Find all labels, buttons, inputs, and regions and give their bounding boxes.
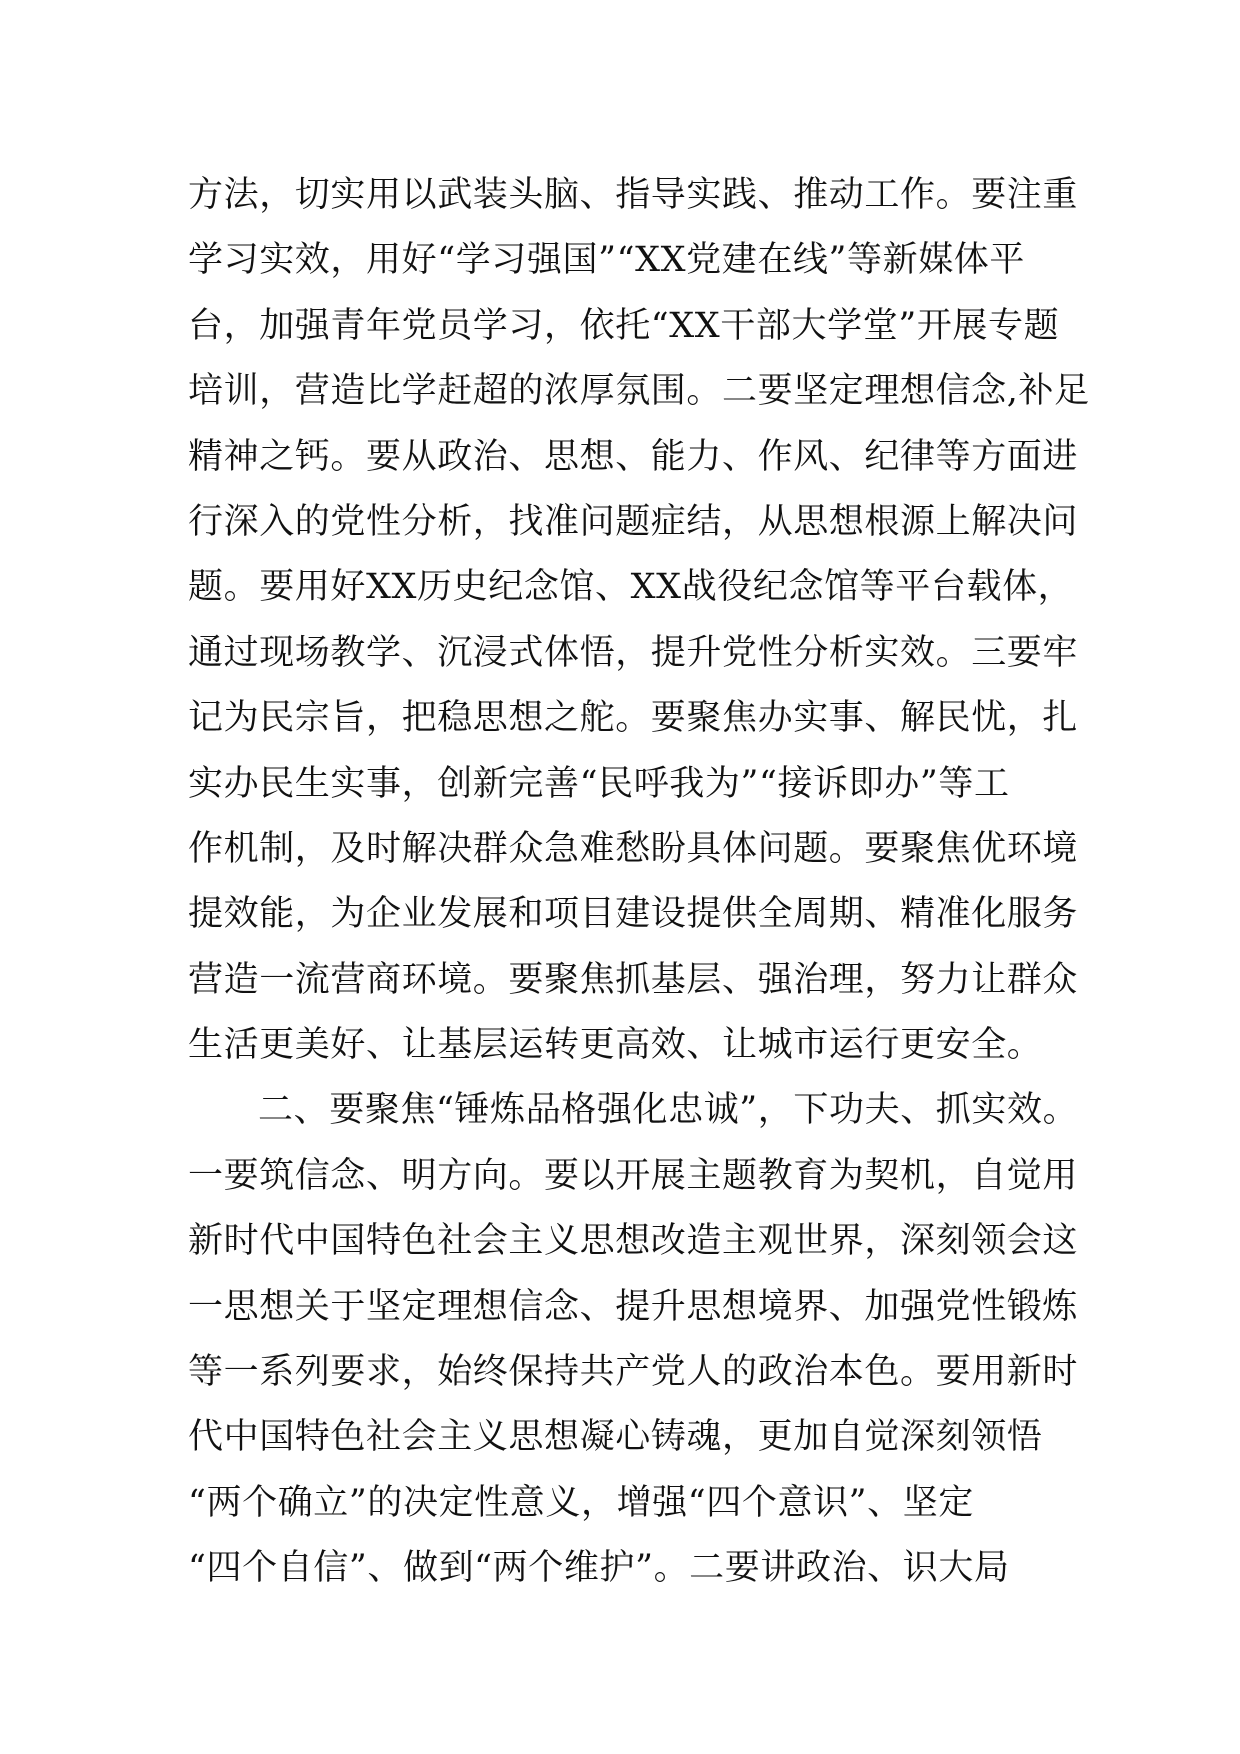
text-line: 提效能，为企业发展和项目建设提供全周期、精准化服务 [188,894,1079,935]
body-text [188,163,1090,1602]
text-line: 培训，营造比学赶超的浓厚氛围。二要坚定理想信念,补足 [188,371,1090,412]
text-line: “四个自信”、做到“两个维护”。二要讲政治、识大局 [188,1548,1010,1589]
text-line: 行深入的党性分析，找准问题症结，从思想根源上解决问 [188,501,1079,542]
text-line: 精神之钙。要从政治、思想、能力、作风、纪律等方面进 [188,436,1079,477]
text-line: “两个确立”的决定性意义，增强“四个意识”、坚定 [188,1482,974,1523]
text-line: 新时代中国特色社会主义思想改造主观世界，深刻领会这 [188,1221,1079,1262]
text-line: 生活更美好、让基层运转更高效、让城市运行更安全。 [188,1025,1043,1066]
text-line: 题。要用好XX历史纪念馆、XX战役纪念馆等平台载体， [188,567,1074,608]
text-line: 等一系列要求，始终保持共产党人的政治本色。要用新时 [188,1352,1079,1393]
text-line: 一思想关于坚定理想信念、提升思想境界、加强党性锻炼 [188,1286,1079,1327]
text-line: 记为民宗旨，把稳思想之舵。要聚焦办实事、解民忧，扎 [188,698,1079,739]
section-heading-line: 二、要聚焦“锤炼品格强化忠诚”，下功夫、抓实效。 [258,1090,1079,1131]
text-line: 通过现场教学、沉浸式体悟，提升党性分析实效。三要牢 [188,632,1079,673]
text-line: 方法，切实用以武装头脑、指导实践、推动工作。要注重 [188,175,1079,215]
text-line: 营造一流营商环境。要聚焦抓基层、强治理，努力让群众 [188,959,1079,1000]
text-line: 作机制，及时解决群众急难愁盼具体问题。要聚焦优环境 [188,828,1079,869]
text-line: 学习实效，用好“学习强国”“XX党建在线”等新媒体平 [188,240,1026,281]
text-line: 台，加强青年党员学习，依托“XX干部大学堂”开展专题 [188,305,1060,346]
text-line: 代中国特色社会主义思想凝心铸魂，更加自觉深刻领悟 [188,1417,1043,1458]
text-line: 一要筑信念、明方向。要以开展主题教育为契机，自觉用 [188,1155,1079,1196]
text-line: 实办民生实事，创新完善“民呼我为”“接诉即办”等工 [188,763,1010,804]
